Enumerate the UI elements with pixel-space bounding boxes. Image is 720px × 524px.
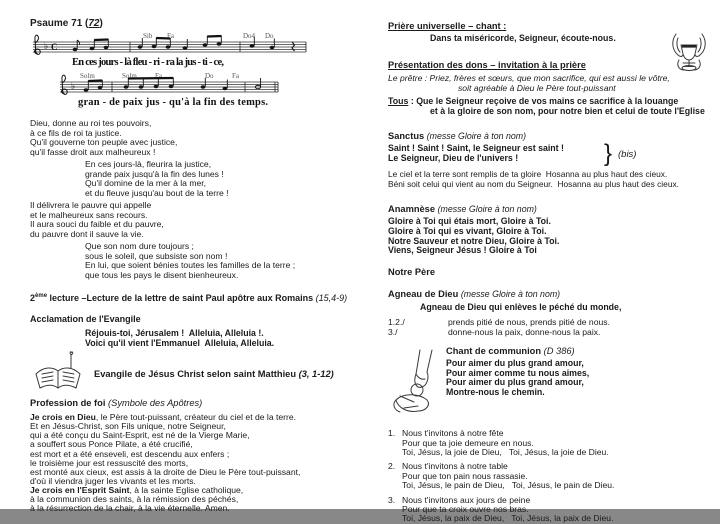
credo-plain-part: est monté aux cieux, est assis à la droite de Dieu le Père tout-puissant,	[30, 466, 301, 477]
text-line: Pour aimer du plus grand amour,	[446, 377, 584, 388]
psalm-title	[30, 18, 362, 29]
psalm-title-close: )	[99, 18, 103, 29]
text-line: Gloire à Toi qui étais mort, Gloire à Toi.	[388, 216, 551, 226]
communion-refrain	[446, 359, 714, 397]
text-line: Pour que ta croix ouvre nos bras.	[402, 504, 529, 515]
agnus-dei-heading	[388, 289, 714, 299]
gospel-title: Evangile de Jésus Christ selon saint Matthieu	[94, 369, 299, 380]
assembly-label: Tous	[388, 96, 409, 106]
numbered-response	[388, 317, 714, 327]
acclamation-lines	[85, 329, 362, 348]
numbered-response	[388, 327, 714, 337]
text-line: Viens, Seigneur Jésus ! Gloire à Toi	[388, 245, 537, 256]
agnus-dei-invocation: Agneau de Dieu qui enlèves le péché du monde,	[420, 302, 622, 313]
text-line: Béni soit celui qui vient au nom du Seigneur. Hosanna au plus haut des cieux.	[388, 179, 679, 189]
text-line: qu'il fasse droit aux malheureux !	[30, 146, 156, 157]
chord-label: Do	[265, 32, 274, 40]
psalm-stanza-4	[85, 242, 362, 280]
response-number: 3./	[388, 327, 398, 338]
text-line: Voici qu'il vient l'Emmanuel Alleluia, Alleluia.	[85, 337, 275, 348]
lyrics-line1: En ces jours - là fleu - ri - ra la jus - ti - ce,	[72, 57, 224, 68]
credo-plain-part: , à la sainte Eglise catholique,	[129, 484, 244, 495]
chord-label: Fa	[232, 72, 239, 80]
psalm-stanza-3	[30, 201, 362, 239]
text-line: Il délivrera le pauvre qui appelle	[30, 200, 152, 210]
text-line: Pour que ta joie demeure en nous.	[402, 437, 534, 448]
universal-prayer-heading: Prière universelle – chant :	[388, 21, 507, 31]
creed-text	[30, 413, 362, 513]
response-text: donne-nous la paix, donne-nous la paix.	[448, 327, 601, 338]
agnus-dei-note: (messe Gloire à ton nom)	[460, 289, 561, 300]
text-line: Saint ! Saint ! Saint, le Seigneur est saint !	[388, 143, 564, 154]
credo-plain-part: qui a été conçu du Saint-Esprit, est né de la Vierge Marie,	[30, 430, 250, 441]
reading-title: lecture –Lecture de la lettre de saint Paul apôtre aux Romains	[47, 293, 316, 303]
credo-bold-part: Je crois en l'Esprit Saint	[30, 484, 130, 495]
text-line: Qu'il gouverne ton peuple avec justice,	[30, 137, 178, 147]
assembly-response	[388, 96, 714, 116]
response-text: prends pitié de nous, prends pitié de nous.	[448, 317, 610, 328]
verse-lines	[402, 429, 609, 457]
communion-reference: (D 386)	[543, 346, 575, 357]
text-line: et du fleuve jusqu'au bout de la terre !	[85, 187, 229, 198]
creed-title: Profession de foi	[30, 398, 109, 409]
text-line: Toi, Jésus, le pain de Dieu, Toi, Jésus, le pain de Dieu.	[402, 480, 615, 491]
assembly-line1: Que le Seigneur reçoive de vos mains ce sacrifice à la louange	[416, 96, 679, 106]
text-line: Gloire à Toi qui es vivant, Gloire à Toi.	[388, 225, 547, 236]
text-line: sous le soleil, que subsiste son nom !	[85, 250, 228, 261]
text-line: En lui, que soient bénies toutes les familles de la terre ;	[85, 260, 296, 270]
repeat-brace: }	[603, 140, 612, 167]
text-line: du pauvre dont il sauve la vie.	[30, 228, 144, 239]
text-line: et le malheureux sans recours.	[30, 209, 148, 220]
agnus-dei-responses	[388, 317, 714, 337]
verse-number: 1.	[388, 428, 396, 439]
text-line: Nous t'invitons à notre table	[402, 461, 508, 472]
offertory-icon-wrap	[666, 32, 712, 91]
text-line: Le prêtre : Priez, frères et sœurs, que mon sacrifice, qui est aussi le vôtre,	[388, 73, 670, 83]
time-signature: C	[51, 42, 58, 52]
text-line	[388, 96, 714, 106]
universal-prayer-response: Dans ta miséricorde, Seigneur, écoute-nous.	[430, 33, 616, 43]
flat-sign: ♭	[44, 41, 49, 51]
text-line: Montre-nous le chemin.	[446, 386, 545, 397]
our-father-heading: Notre Père	[388, 267, 436, 278]
credo-plain-part: à la communion des saints, à la rémission des péchés,	[30, 494, 239, 505]
sanctus-verses	[388, 169, 714, 189]
chord-label: Do4	[243, 32, 256, 40]
open-book-candle-icon	[30, 351, 86, 397]
verse-lines	[402, 496, 613, 524]
text-line: Il aura souci du faible et du pauvre,	[30, 219, 164, 229]
chord-label: Solm	[122, 72, 137, 80]
gospel-heading-row	[30, 351, 362, 397]
credo-plain-part: d'où il viendra juger les vivants et les morts.	[30, 475, 196, 486]
text-line: Toi, Jésus, la joie de Dieu, Toi, Jésus, la joie de Dieu.	[402, 447, 609, 457]
credo-plain-part: a souffert sous Ponce Pilate, a été crucifié,	[30, 439, 193, 450]
text-line: Pour aimer du plus grand amour,	[446, 358, 584, 369]
chord-label: Fa	[167, 32, 174, 40]
acclamation-heading: Acclamation de l'Evangile	[30, 314, 141, 324]
psalm-stanza-1	[30, 119, 362, 157]
text-line: Qu'il domine de la mer à la mer,	[85, 178, 207, 188]
sanctus-heading	[388, 131, 714, 141]
credo-bold-part: Je crois en Dieu	[30, 412, 96, 423]
credo-plain-part: est mort et a été enseveli, est descendu aux enfers ;	[30, 448, 230, 459]
creed-heading	[30, 398, 362, 408]
text-line: Toi, Jésus, la paix de Dieu, Toi, Jésus, la paix de Dieu.	[402, 513, 614, 524]
text-line: Pour aimer comme tu nous aimes,	[446, 367, 590, 378]
sanctus-title: Sanctus	[388, 131, 427, 141]
bis-annotation: (bis)	[618, 148, 637, 160]
credo-plain-part: Et en Jésus-Christ, son Fils unique, notre Seigneur,	[30, 421, 226, 432]
anamnesis-title: Anamnèse	[388, 204, 438, 214]
text-line: En ces jours-là, fleurira la justice,	[85, 159, 212, 169]
reading-reference: (15,4-9)	[315, 293, 348, 303]
communion-hymn-body	[446, 346, 714, 397]
communion-verse-3	[388, 496, 714, 524]
communion-title: Chant de communion	[446, 346, 544, 357]
reading-ordinal: ème	[35, 293, 48, 299]
credo-plain-part: le troisième jour est ressuscité des morts,	[30, 457, 189, 468]
communion-hymn-block	[388, 346, 714, 424]
text-line: Le ciel et la terre sont remplis de ta gloire Hosanna au plus haut des cieux.	[388, 169, 668, 179]
sanctus-refrain	[388, 140, 714, 167]
presentation-heading: Présentation des dons – invitation à la prière	[388, 60, 586, 70]
flat-sign: ♭	[71, 81, 76, 91]
text-line: Le Seigneur, Dieu de l'univers !	[388, 153, 519, 163]
text-line: Notre Sauveur et notre Dieu, Gloire à Toi.	[388, 235, 560, 246]
anamnesis-note: (messe Gloire à ton nom)	[437, 204, 537, 214]
creed-note: (Symbole des Apôtres)	[108, 398, 203, 409]
agnus-dei-title: Agneau de Dieu	[388, 289, 461, 300]
text-line: et à la gloire de son nom, pour notre bien et celui de toute l'Eglise	[430, 106, 705, 116]
verse-number: 2.	[388, 461, 396, 472]
communion-verse-1	[388, 429, 714, 457]
communion-hands-icon	[390, 348, 446, 422]
left-column	[30, 14, 362, 513]
chord-label: Solm	[80, 72, 95, 80]
text-line: grande paix jusqu'à la fin des lunes !	[85, 168, 224, 179]
verse-lines	[402, 462, 614, 490]
gospel-heading	[94, 369, 334, 379]
psalm-stanza-2	[85, 160, 362, 198]
notes-line1	[73, 36, 295, 52]
sanctus-note: (messe Gloire à ton nom)	[426, 131, 526, 141]
text-line: Réjouis-toi, Jérusalem ! Alleluia, Alleluia !.	[85, 328, 264, 338]
text-line: à ce fils de roi ta justice.	[30, 127, 122, 138]
chord-label: Do	[205, 72, 214, 80]
sanctus-refrain-lines	[388, 144, 564, 164]
chord-label: Sib	[143, 32, 153, 40]
credo-plain-part: , le Père tout-puissant, créateur du ciel et de la terre.	[95, 412, 297, 423]
text-line: Nous t'invitons aux jours de peine	[402, 494, 531, 505]
psalm-title-text: Psaume 71 (	[30, 18, 89, 29]
anamnesis-lines	[388, 217, 714, 256]
response-number: 1.2./	[388, 317, 405, 328]
communion-heading	[446, 346, 714, 356]
credo-line	[30, 504, 362, 513]
anamnesis-heading	[388, 204, 714, 214]
psalm-title-number: 72	[88, 18, 100, 29]
psalm-music-score	[30, 30, 330, 116]
text-line: Nous t'invitons à notre fête	[402, 428, 504, 439]
text-line: Dieu, donne au roi tes pouvoirs,	[30, 118, 152, 128]
assembly-separator: :	[408, 96, 417, 106]
second-reading-heading	[30, 293, 362, 303]
chalice-hands-icon	[666, 32, 712, 86]
verse-number: 3.	[388, 494, 396, 505]
gospel-reference: (3, 1-12)	[298, 369, 334, 380]
reading-number: 2	[30, 293, 36, 303]
text-line: Que son nom dure toujours ;	[85, 241, 194, 251]
communion-verses	[388, 429, 714, 524]
chord-label: Fa	[155, 72, 162, 80]
text-line: que tous les pays le disent bienheureux.	[85, 269, 239, 280]
communion-verse-2	[388, 462, 714, 490]
text-line: soit agréable à Dieu le Père tout-puissant	[458, 83, 616, 93]
text-line: Pour que ton pain nous rassasie.	[402, 470, 528, 481]
credo-plain-part: à la résurrection de la chair, à la vie éternelle. Amen.	[30, 503, 230, 514]
lyrics-line2: gran - de paix jus - qu'à la fin des temps.	[78, 97, 268, 108]
